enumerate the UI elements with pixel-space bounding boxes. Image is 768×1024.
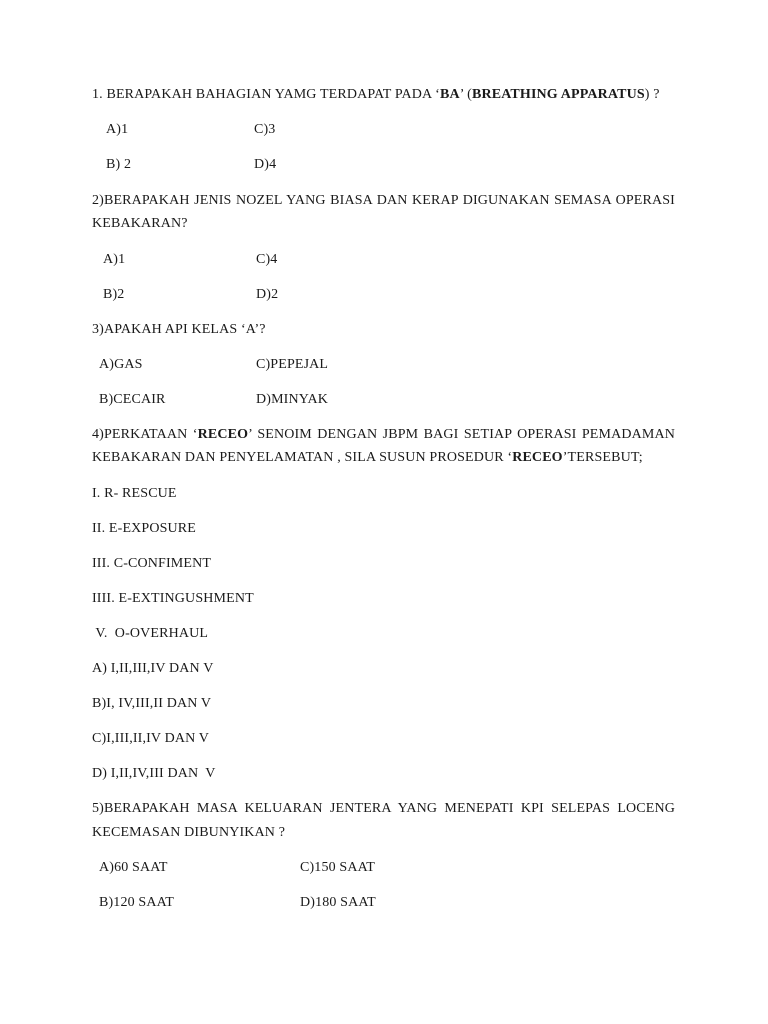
q5-option-d: D)180 SAAT <box>300 895 376 910</box>
question-4-line-1 <box>92 426 675 444</box>
question-5-line-2: KECEMASAN DIBUNYIKAN ? <box>92 825 286 840</box>
q4-l1-text-a: 4)PERKATAAN ‘ <box>92 427 198 442</box>
q4-step-4: IIII. E-EXTINGUSHMENT <box>92 591 254 606</box>
q4-l2-bold-receo: RECEO <box>512 450 563 465</box>
question-2-line-2: KEBAKARAN? <box>92 216 188 231</box>
question-1-text-b: ’ ( <box>459 87 472 102</box>
q3-option-c: C)PEPEJAL <box>256 357 329 372</box>
question-1-bold-breathing: BREATHING APPARATUS <box>471 87 645 102</box>
question-1 <box>92 86 675 104</box>
q4-answer-c: C)I,III,II,IV DAN V <box>92 731 210 746</box>
question-2-line-1: 2)BERAPAKAH JENIS NOZEL YANG BIASA DAN KERAP DIGUNAKAN SEMASA OPERASI <box>92 193 675 208</box>
q1-option-d: D)4 <box>254 157 277 172</box>
question-1-text-c: ) ? <box>644 87 660 102</box>
q5-option-b: B)120 SAAT <box>99 895 175 910</box>
q4-answer-a: A) I,II,III,IV DAN V <box>92 661 214 676</box>
q2-option-b: B)2 <box>103 287 125 302</box>
q2-option-c: C)4 <box>256 252 278 267</box>
q4-step-3: III. C-CONFIMENT <box>92 556 212 571</box>
q4-step-1: I. R- RESCUE <box>92 486 177 501</box>
q4-l2-text-a: KEBAKARAN DAN PENYELAMATAN , SILA SUSUN PROSEDUR ‘ <box>92 450 513 465</box>
question-1-text-a: BERAPAKAH BAHAGIAN YAMG TERDAPAT PADA ‘ <box>106 87 440 102</box>
question-1-number: 1. <box>92 87 103 102</box>
q1-option-a: A)1 <box>106 122 129 137</box>
question-5-line-1: 5)BERAPAKAH MASA KELUARAN JENTERA YANG MENEPATI KPI SELEPAS LOCENG <box>92 801 675 816</box>
q4-l1-bold-receo: RECEO <box>197 427 249 442</box>
q3-option-a: A)GAS <box>99 357 143 372</box>
q4-answer-d: D) I,II,IV,III DAN V <box>92 766 216 781</box>
q4-step-5: V. O-OVERHAUL <box>92 626 209 641</box>
q5-option-a: A)60 SAAT <box>99 860 168 875</box>
q3-option-d: D)MINYAK <box>256 392 328 407</box>
q4-step-2: II. E-EXPOSURE <box>92 521 196 536</box>
q4-answer-b: B)I, IV,III,II DAN V <box>92 696 212 711</box>
q3-option-b: B)CECAIR <box>99 392 166 407</box>
q4-l2-text-b: ’TERSEBUT; <box>562 450 643 465</box>
q1-option-b: B) 2 <box>106 157 132 172</box>
question-4-line-2 <box>92 449 675 467</box>
q5-option-c: C)150 SAAT <box>300 860 376 875</box>
q2-option-a: A)1 <box>103 252 126 267</box>
question-3: 3)APAKAH API KELAS ‘A’? <box>92 322 266 337</box>
q1-option-c: C)3 <box>254 122 276 137</box>
question-1-bold-ba: BA <box>439 87 460 102</box>
q4-l1-text-b: ’ SENOIM DENGAN JBPM BAGI SETIAP OPERASI PEMADAMAN <box>248 427 675 442</box>
q2-option-d: D)2 <box>256 287 279 302</box>
